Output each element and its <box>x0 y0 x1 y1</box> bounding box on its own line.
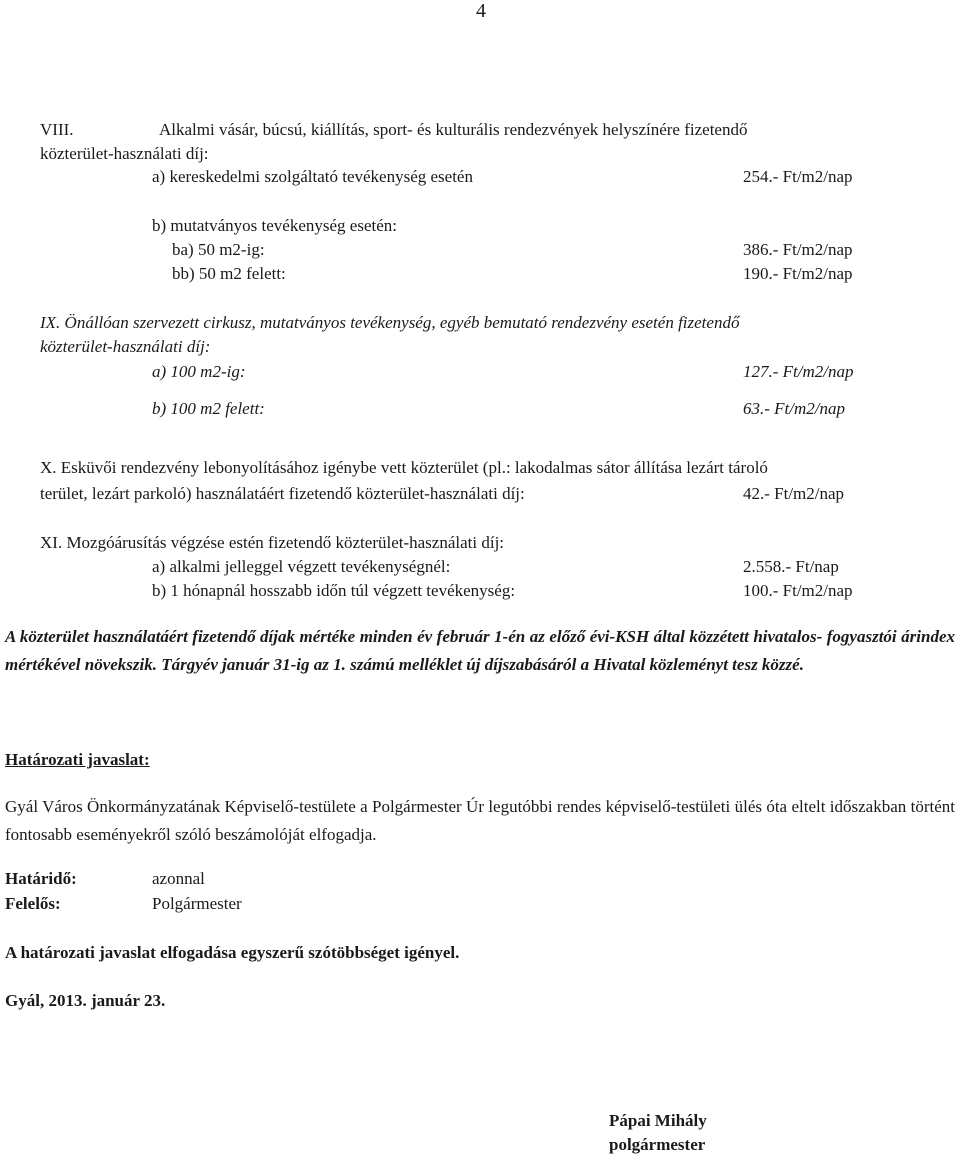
section-xi-b-price: 100.- Ft/m2/nap <box>743 581 853 600</box>
page-number: 4 <box>476 0 486 22</box>
section-ix-title: IX. Önállóan szervezett cirkusz, mutatványos tevékenység, egyéb bemutató rendezvény esetén fizetendő <box>40 313 740 332</box>
section-viii-b-label: b) mutatványos tevékenység esetén: <box>152 216 398 235</box>
section-xi-a-label: a) alkalmi jelleggel végzett tevékenységnél: <box>152 557 451 576</box>
section-ix-b-label: b) 100 m2 felett: <box>152 399 265 418</box>
section-viii-title-cont: közterület-használati díj: <box>40 144 209 163</box>
section-viii-number: VIII. <box>40 120 74 139</box>
section-ix-a-label: a) 100 m2-ig: <box>152 362 246 381</box>
section-viii-bb-label: bb) 50 m2 felett: <box>172 264 286 283</box>
section-x-line2: terület, lezárt parkoló) használatáért fizetendő közterület-használati díj: <box>40 484 525 503</box>
deadline-label: Határidő: <box>5 869 77 888</box>
section-viii-ba-label: ba) 50 m2-ig: <box>172 240 265 259</box>
signer-title: polgármester <box>609 1135 706 1154</box>
section-viii-ba-price: 386.- Ft/m2/nap <box>743 240 853 259</box>
place-date: Gyál, 2013. január 23. <box>5 991 166 1010</box>
fee-indexation-notice: A közterület használatáért fizetendő díjak mértéke minden év február 1-én az előző évi-KSH által közzétett hivatalos- fogyasztói árindex mértékével növekszik. Tárgyév január 31-ig az 1. számú melléklet új díjszabásáról a Hivatal közleményt tesz közzé. <box>5 627 955 674</box>
section-viii-title: Alkalmi vásár, búcsú, kiállítás, sport- és kulturális rendezvények helyszínére fizetendő <box>159 120 748 139</box>
deadline-value: azonnal <box>152 869 205 888</box>
signer-name: Pápai Mihály <box>609 1111 707 1130</box>
section-ix-a-price: 127.- Ft/m2/nap <box>743 362 854 381</box>
proposal-heading: Határozati javaslat: <box>5 750 150 769</box>
section-viii-a-price: 254.- Ft/m2/nap <box>743 167 853 186</box>
section-xi-a-price: 2.558.- Ft/nap <box>743 557 839 576</box>
section-viii-bb-price: 190.- Ft/m2/nap <box>743 264 853 283</box>
section-x-price: 42.- Ft/m2/nap <box>743 484 845 503</box>
responsible-value: Polgármester <box>152 894 242 913</box>
section-x-line1: X. Esküvői rendezvény lebonyolításához igénybe vett közterület (pl.: lakodalmas sátor állítása lezárt tároló <box>40 458 768 477</box>
responsible-label: Felelős: <box>5 894 61 913</box>
proposal-text: Gyál Város Önkormányzatának Képviselő-testülete a Polgármester Úr legutóbbi rendes képviselő-testületi ülés óta eltelt időszakban történt fontosabb eseményekről szóló beszámolóját elfogadja. <box>5 797 955 844</box>
section-viii-a-label: a) kereskedelmi szolgáltató tevékenység esetén <box>152 167 473 186</box>
majority-note: A határozati javaslat elfogadása egyszerű szótöbbséget igényel. <box>5 943 460 962</box>
section-xi-b-label: b) 1 hónapnál hosszabb időn túl végzett tevékenység: <box>152 581 516 600</box>
section-ix-b-price: 63.- Ft/m2/nap <box>743 399 845 418</box>
section-ix-title-cont: közterület-használati díj: <box>40 337 211 356</box>
section-xi-title: XI. Mozgóárusítás végzése estén fizetendő közterület-használati díj: <box>40 533 505 552</box>
